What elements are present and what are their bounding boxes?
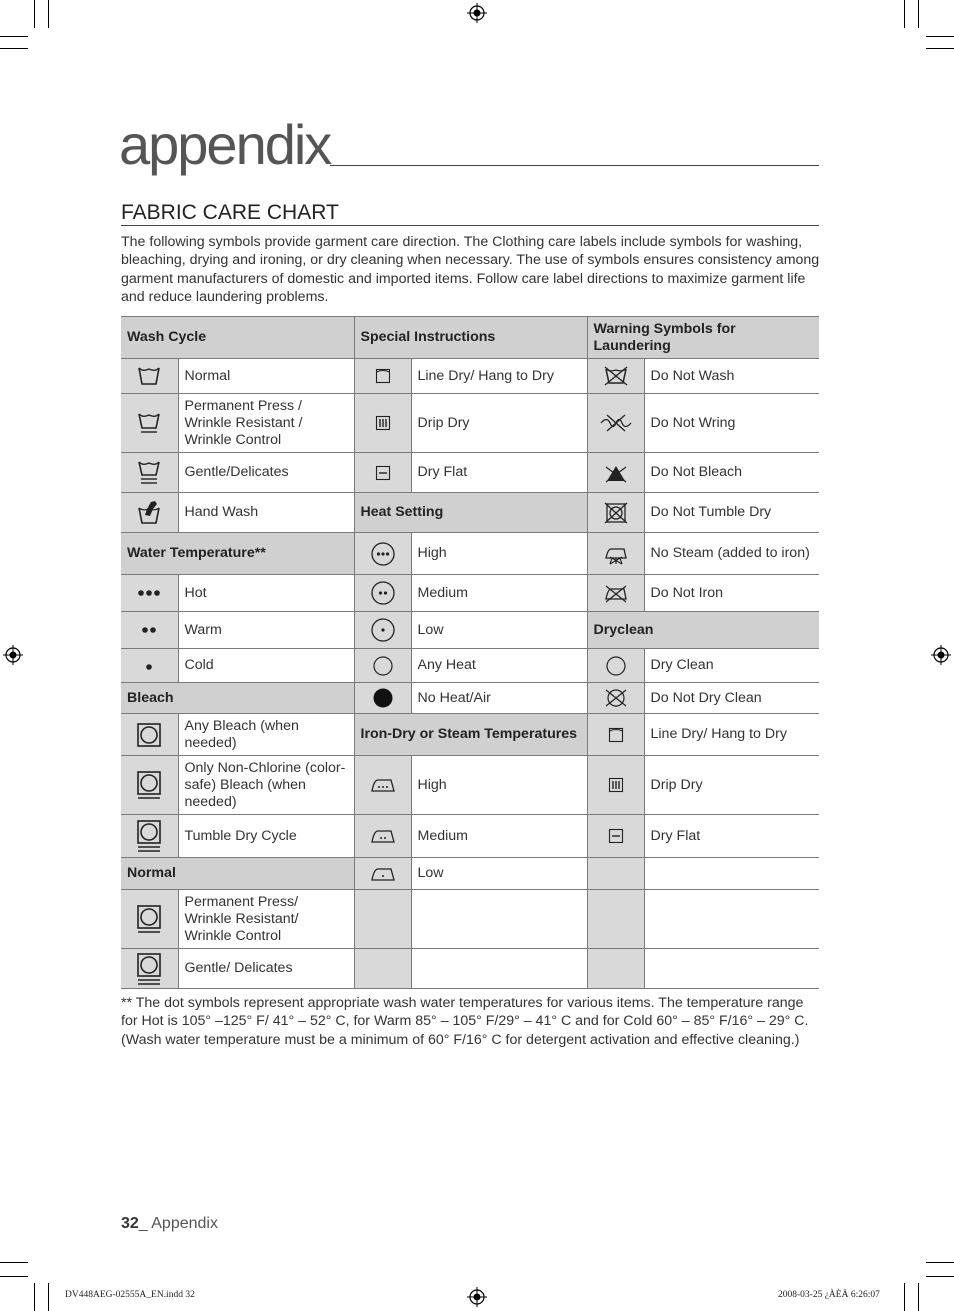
dry-clean-label: Dry Clean — [644, 649, 819, 683]
drip-dry-label: Drip Dry — [411, 394, 587, 453]
section-rule — [121, 225, 819, 226]
empty-cell — [411, 890, 587, 949]
do-not-tumble-dry-label: Do Not Tumble Dry — [644, 493, 819, 533]
drip-dry-icon — [587, 756, 644, 815]
group-bleach: Bleach — [121, 683, 354, 714]
dry-clean-icon — [587, 649, 644, 683]
iron-low-icon — [354, 858, 411, 890]
empty-cell — [411, 949, 587, 989]
do-not-bleach-label: Do Not Bleach — [644, 453, 819, 493]
two-dots-icon — [121, 612, 178, 649]
iron-medium-icon — [354, 815, 411, 858]
bleach-any-label: Any Bleach (when needed) — [178, 714, 354, 756]
wash-tub-gentle-icon — [121, 453, 178, 493]
title-rule — [330, 165, 819, 166]
water-cold-label: Cold — [178, 649, 354, 683]
do-not-wring-label: Do Not Wring — [644, 394, 819, 453]
crop-mark — [34, 0, 35, 28]
dry-flat-label: Dry Flat — [411, 453, 587, 493]
crop-mark — [34, 1283, 35, 1311]
heat-medium-label: Medium — [411, 575, 587, 612]
crop-mark — [926, 1262, 954, 1263]
heat-any-label: Any Heat — [411, 649, 587, 683]
table-row — [121, 890, 819, 949]
empty-cell — [354, 890, 411, 949]
do-not-iron-label: Do Not Iron — [644, 575, 819, 612]
water-hot-label: Hot — [178, 575, 354, 612]
crop-mark — [0, 1276, 28, 1277]
do-not-dry-clean-icon — [587, 683, 644, 714]
heat-low-label: Low — [411, 612, 587, 649]
page-number: 32 — [121, 1215, 139, 1232]
iron-high-icon — [354, 756, 411, 815]
wash-gentle-label: Gentle/Delicates — [178, 453, 354, 493]
no-steam-icon — [587, 533, 644, 575]
do-not-bleach-icon — [587, 453, 644, 493]
registration-mark-icon — [467, 1287, 487, 1307]
print-slug-right: 2008-03-25 ¿ÀÈÄ 6:26:07 — [778, 1290, 880, 1300]
do-not-dry-clean-label: Do Not Dry Clean — [644, 683, 819, 714]
heat-any-icon — [354, 649, 411, 683]
wash-tub-permanent-press-icon — [121, 394, 178, 453]
print-slug-left: DV448AEG-02555A_EN.indd 32 — [65, 1290, 195, 1300]
table-row — [121, 649, 819, 683]
empty-cell — [587, 949, 644, 989]
normal-permanent-press-label: Permanent Press/ Wrinkle Resistant/ Wrinkle Control — [178, 890, 354, 949]
bleach-any-icon — [121, 714, 178, 756]
table-row — [121, 815, 819, 858]
table-row — [121, 575, 819, 612]
fabric-care-table — [121, 316, 819, 989]
registration-mark-icon — [931, 645, 951, 665]
wash-permanent-press-label: Permanent Press / Wrinkle Resistant / Wrinkle Control — [178, 394, 354, 453]
table-row — [121, 533, 819, 575]
tumble-dry-label: Tumble Dry Cycle — [178, 815, 354, 858]
tumble-dry-permanent-press-icon — [121, 890, 178, 949]
crop-mark — [48, 1283, 49, 1311]
header-special-instructions: Special Instructions — [354, 317, 587, 359]
bleach-non-chlorine-label: Only Non-Chlorine (color-safe) Bleach (when needed) — [178, 756, 354, 815]
dry-flat-icon — [587, 815, 644, 858]
tumble-dry-icon — [121, 815, 178, 858]
bleach-non-chlorine-icon — [121, 756, 178, 815]
drip-dry-icon — [354, 394, 411, 453]
heat-high-icon — [354, 533, 411, 575]
dryclean-line-dry-label: Line Dry/ Hang to Dry — [644, 714, 819, 756]
do-not-wash-icon — [587, 359, 644, 394]
three-dots-icon — [121, 575, 178, 612]
section-title: FABRIC CARE CHART — [121, 201, 339, 224]
no-heat-label: No Heat/Air — [411, 683, 587, 714]
crop-mark — [0, 1262, 28, 1263]
iron-low-label: Low — [411, 858, 587, 890]
table-row — [121, 714, 819, 756]
tumble-dry-gentle-icon — [121, 949, 178, 989]
line-dry-icon — [587, 714, 644, 756]
table-row — [121, 493, 819, 533]
crop-mark — [926, 36, 954, 37]
iron-medium-label: Medium — [411, 815, 587, 858]
empty-cell — [354, 949, 411, 989]
group-normal: Normal — [121, 858, 354, 890]
table-row — [121, 858, 819, 890]
do-not-iron-icon — [587, 575, 644, 612]
page-title: appendix — [119, 113, 331, 176]
empty-cell — [644, 949, 819, 989]
group-heat-setting: Heat Setting — [354, 493, 587, 533]
table-row — [121, 612, 819, 649]
crop-mark — [926, 1276, 954, 1277]
crop-mark — [48, 0, 49, 28]
do-not-tumble-dry-icon — [587, 493, 644, 533]
do-not-wash-label: Do Not Wash — [644, 359, 819, 394]
one-dot-icon — [121, 649, 178, 683]
table-row — [121, 359, 819, 394]
hand-wash-icon — [121, 493, 178, 533]
heat-low-icon — [354, 612, 411, 649]
water-warm-label: Warm — [178, 612, 354, 649]
dryclean-drip-dry-label: Drip Dry — [644, 756, 819, 815]
line-dry-label: Line Dry/ Hang to Dry — [411, 359, 587, 394]
header-warning-symbols: Warning Symbols for Laundering — [587, 317, 819, 359]
do-not-wring-icon — [587, 394, 644, 453]
footer-label: _ Appendix — [138, 1215, 218, 1232]
table-row — [121, 756, 819, 815]
intro-paragraph: The following symbols provide garment care direction. The Clothing care labels include symbols for washing, bleaching, drying and ironing, or dry cleaning when necessary. The use of symbols ensures consistency among garment manufacturers of domestic and imported items. Follow care label directions to maximize garment life and reduce laundering problems. — [121, 234, 820, 305]
empty-cell — [644, 890, 819, 949]
iron-high-label: High — [411, 756, 587, 815]
group-iron-dry: Iron-Dry or Steam Temperatures — [354, 714, 587, 756]
normal-gentle-label: Gentle/ Delicates — [178, 949, 354, 989]
no-heat-icon — [354, 683, 411, 714]
empty-cell — [644, 858, 819, 890]
registration-mark-icon — [467, 3, 487, 23]
line-dry-icon — [354, 359, 411, 394]
crop-mark — [918, 1283, 919, 1311]
empty-cell — [587, 858, 644, 890]
table-row — [121, 949, 819, 989]
table-row — [121, 453, 819, 493]
table-header-row — [121, 317, 819, 359]
group-water-temperature: Water Temperature** — [121, 533, 354, 575]
footnote: ** The dot symbols represent appropriate wash water temperatures for various items. The temperature range for Hot is 105° –125° F/ 41° – 52° C, for Warm 85° – 105° F/29° – 41° C and for Cold 60° – 85° F/16° – 29° C. (Wash water temperature must be a minimum of 60° F/16° C for detergent activation and effective cleaning.) — [121, 995, 809, 1048]
dry-flat-icon — [354, 453, 411, 493]
page-footer — [121, 1215, 218, 1233]
hand-wash-label: Hand Wash — [178, 493, 354, 533]
header-wash-cycle: Wash Cycle — [121, 317, 354, 359]
crop-mark — [0, 48, 28, 49]
heat-medium-icon — [354, 575, 411, 612]
dryclean-dry-flat-label: Dry Flat — [644, 815, 819, 858]
wash-tub-icon — [121, 359, 178, 394]
table-row — [121, 683, 819, 714]
crop-mark — [904, 0, 905, 28]
heat-high-label: High — [411, 533, 587, 575]
table-row — [121, 394, 819, 453]
crop-mark — [0, 36, 28, 37]
empty-cell — [587, 890, 644, 949]
group-dryclean: Dryclean — [587, 612, 819, 649]
registration-mark-icon — [3, 645, 23, 665]
no-steam-label: No Steam (added to iron) — [644, 533, 819, 575]
crop-mark — [926, 48, 954, 49]
wash-normal-label: Normal — [178, 359, 354, 394]
crop-mark — [918, 0, 919, 28]
crop-mark — [904, 1283, 905, 1311]
